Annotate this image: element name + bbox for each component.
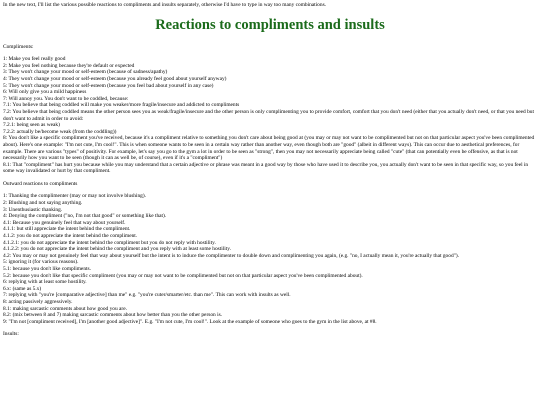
outward-reactions-heading: Outward reactions to compliments bbox=[3, 180, 78, 187]
list-item: 5: ignoring it (for various reasons). bbox=[3, 259, 79, 266]
list-item: 1: Thanking the complimenter (may or may not involve blushing). bbox=[3, 193, 147, 200]
list-item: 4.1.2.2: you do not appreciate the intent behind the compliment and you reply with at least some hostility. bbox=[3, 246, 231, 253]
list-item: 9: "I'm not [compliment received], I'm [another good adjective]". E.g. "I'm not cute, I'm cool!". Look at the example of someone who goes to the gym in the list above, at #8. bbox=[3, 318, 377, 325]
list-item: 4.1: Because you genuinely feel that way about yourself. bbox=[3, 219, 126, 226]
list-item: 5.1: because you don't like compliments. bbox=[3, 266, 91, 272]
insults-heading: Insults: bbox=[3, 331, 19, 338]
list-item: 8.1: That "compliment" has hurt you because while you may understand that a certain adjective or phrase was meant in a good way by those who have used it to describe you, you actually don't want to be seen in that specific way, so you feel in some way invalidated or hurt by that compliment. bbox=[3, 161, 529, 175]
list-item: 5: They won't change your mood or self-esteem (because you feel bad about yourself in any case) bbox=[3, 82, 214, 89]
list-item: 6: Will only give you a mild happiness bbox=[3, 89, 87, 96]
list-item: 2: Make you feel nothing because they're default or expected bbox=[3, 62, 135, 69]
list-item: 7: Will annoy you. You don't want to be coddled, because: bbox=[3, 95, 129, 102]
compliments-heading: Compliments: bbox=[3, 43, 34, 50]
list-item: 4.1.2: you do not appreciate the intent behind the compliment. bbox=[3, 233, 138, 240]
list-item: 4.2: You may or may not genuinely feel that way about yourself but the intent is to induce the complimenter to double down and complimenting you again, (e.g. "no, I actually mean it, you're actually that good"). bbox=[3, 252, 459, 259]
list-item: 8: acting passively aggressively. bbox=[3, 298, 73, 305]
compliments-list bbox=[3, 56, 537, 175]
list-item: 2: Blushing and not saying anything. bbox=[3, 200, 83, 207]
list-item: 7.2.1: being seen as weak) bbox=[3, 122, 60, 129]
page-title: Reactions to compliments and insults bbox=[155, 16, 385, 33]
list-item: 4.1.1: but still appreciate the intent behind the compliment. bbox=[3, 226, 131, 233]
list-item: 5.2: because you don't like that specific compliment (you may or may not want to be complimented but not on that particular aspect you've been complimented about). bbox=[3, 272, 363, 279]
list-item: 8.1: making sarcastic comments about how good you are. bbox=[3, 305, 127, 312]
list-item: 7.2: You believe that being coddled means the other person sees you as weak/fragile/insecure and the other person is only complimenting you to provide comfort, comfort that you don't need (either that you actually don't need, or that you need but don't want to admit in order to avoid: bbox=[3, 108, 534, 122]
intro-paragraph: In the new text, I'll list the various possible reactions to compliments and insults separately, otherwise I'd have to type in way too many combinations. bbox=[3, 2, 327, 8]
list-item: 6.x: (same as 5.x) bbox=[3, 285, 42, 292]
list-item: 3: They won't change your mood or self-esteem (because of sadness/apathy) bbox=[3, 69, 168, 76]
list-item: 4: They won't change your mood or self-esteem (because you already feel good about yourself anyway) bbox=[3, 75, 227, 82]
outward-reactions-list bbox=[3, 193, 537, 325]
list-item: 3: Unenthusiastic thanking. bbox=[3, 206, 63, 213]
list-item: 4.1.2.1: you do not appreciate the intent behind the compliment but you do not reply with hostility. bbox=[3, 239, 216, 246]
list-item: 8: You don't like a specific compliment you've received, because it's a compliment relative to something you don't care about being good at (you may or may not want to be complimented but not on that particular aspect you've been complimented about). Here's one example: "I'm not cute, I'm cool!". This is when someone wants to be seen in a certain way rather than another way, even though both are "good" (albeit in different ways). This can occur due to aesthetical preferences, for example. There are various "types" of positivity. For example, let's say you go to the gym a lot in order to be seen as "strong", then you may not necessarily appreciate being called "cute" (that can potentially even be offensive, as that is not necessarily how you want to be seen (though it can as well be, of course), even if it's a "compliment") bbox=[3, 135, 535, 162]
list-item: 6: replying with at least some hostility. bbox=[3, 279, 87, 286]
list-item: 7.1: You believe that being coddled will make you weaker/more fragile/insecure and addicted to compliments bbox=[3, 102, 240, 109]
list-item: 4: Denying the compliment ("no, I'm not that good" or something like that). bbox=[3, 213, 167, 220]
list-item: 7.2.2: actually be/become weak (from the coddling)) bbox=[3, 128, 117, 135]
list-item: 1: Make you feel really good bbox=[3, 56, 66, 63]
list-item: 8.2: (mix between 8 and 7) making sarcastic comments about how better than you the other person is. bbox=[3, 312, 223, 319]
list-item: 7: replying with "you're [comparative adjective] than me" e.g. "you're cuter/smarter/etc. than me". This can work with insults as well. bbox=[3, 292, 291, 299]
